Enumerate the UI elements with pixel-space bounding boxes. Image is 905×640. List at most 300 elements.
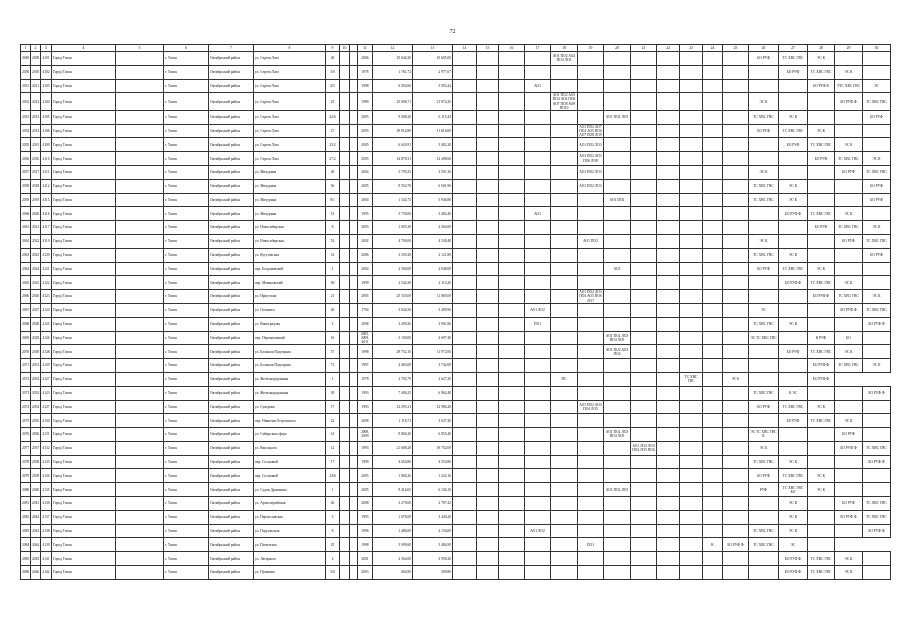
table-cell: АО1 ПО2 АО3 ПО4 ЛО5	[578, 400, 604, 414]
table-cell: АО1 ПО2 АО7 ПО4 АО5 ПО6 АО7 ПО8 ЛО9	[579, 124, 602, 137]
table-cell	[578, 317, 604, 331]
table-cell: 3/6	[326, 566, 340, 580]
column-number: 3	[41, 45, 52, 52]
column-number: 8	[254, 45, 326, 52]
table-cell	[340, 65, 350, 79]
column-number: 29	[835, 45, 863, 52]
table-cell	[631, 165, 657, 179]
table-cell	[680, 165, 703, 179]
table-cell	[723, 303, 749, 317]
table-cell	[525, 179, 551, 193]
table-cell	[477, 93, 499, 110]
table-cell: ТС ХВС ГВС	[808, 276, 835, 290]
table-cell: Город Томск	[52, 441, 116, 455]
column-number	[350, 45, 358, 52]
table-cell	[551, 483, 578, 497]
table-cell: 2081	[21, 497, 31, 511]
table-cell: Октябрьский район	[209, 110, 254, 124]
table-cell	[116, 483, 164, 497]
table-cell	[340, 276, 350, 290]
table-cell: Город Томск	[52, 414, 116, 428]
table-cell: г. Томск	[164, 193, 209, 207]
table-cell	[680, 221, 703, 235]
table-cell: 2069	[21, 331, 31, 345]
table-cell: БО РУФ	[808, 152, 835, 166]
table-cell	[453, 193, 477, 207]
table-cell: 4 697,40	[413, 331, 453, 345]
table-cell: ЭС ТС ХВС ГВС	[749, 331, 779, 345]
table-cell	[657, 441, 680, 455]
table-cell: 2055	[21, 138, 31, 152]
table-cell: АО1 ПО2 ЛО3	[578, 138, 604, 152]
table-cell	[703, 138, 723, 152]
table-cell	[477, 400, 499, 414]
table-cell	[835, 179, 863, 193]
table-cell: 2067	[21, 303, 31, 317]
table-cell	[604, 317, 631, 331]
table-cell: 2057	[21, 165, 31, 179]
table-cell: 2008, 2009	[358, 428, 373, 442]
table-cell	[340, 538, 350, 552]
table-cell	[723, 331, 749, 345]
table-cell	[116, 276, 164, 290]
table-cell	[657, 455, 680, 469]
table-cell: 1999	[358, 276, 373, 290]
table-cell	[499, 455, 525, 469]
table-cell	[723, 124, 749, 138]
table-cell	[631, 510, 657, 524]
table-cell	[340, 124, 350, 138]
table-cell	[116, 138, 164, 152]
table-cell: г. Томск	[164, 510, 209, 524]
table-cell: 7 406,25	[373, 386, 413, 400]
table-row	[21, 234, 891, 248]
table-cell	[749, 414, 779, 428]
table-cell	[749, 207, 779, 221]
table-cell	[477, 469, 499, 483]
table-cell: 4 353,80	[413, 455, 453, 469]
table-cell	[657, 566, 680, 580]
table-cell	[350, 65, 358, 79]
table-cell	[551, 566, 578, 580]
table-cell	[499, 524, 525, 538]
table-cell: 1989	[358, 93, 373, 110]
table-cell: 2008	[358, 317, 373, 331]
table-cell	[604, 566, 631, 580]
table-cell	[657, 386, 680, 400]
table-cell	[680, 510, 703, 524]
table-row	[21, 152, 891, 166]
table-cell	[477, 317, 499, 331]
table-cell	[631, 359, 657, 373]
table-cell: Город Томск	[52, 152, 116, 166]
table-row	[21, 359, 891, 373]
table-cell	[525, 52, 551, 66]
table-cell	[808, 165, 835, 179]
table-cell: 4127	[41, 372, 52, 386]
table-cell: 2 048,00	[413, 262, 453, 276]
table-cell: БО РУФ	[779, 414, 808, 428]
table-cell	[499, 400, 525, 414]
table-cell: 4105	[41, 110, 52, 124]
table-cell	[703, 345, 723, 359]
table-cell: ул. Пятилетки	[254, 538, 326, 552]
table-cell: 16/	[326, 276, 340, 290]
table-cell: ул. Сергея Лазо	[254, 110, 326, 124]
table-cell	[604, 234, 631, 248]
table-cell: БО РУФ	[863, 193, 891, 207]
table-cell: ул. Сергея Лазо	[254, 152, 326, 166]
table-cell: БО РУФ Ф	[779, 207, 808, 221]
table-cell: Октябрьский район	[209, 414, 254, 428]
table-row	[21, 386, 891, 400]
table-cell	[723, 524, 749, 538]
table-cell	[453, 497, 477, 511]
table-cell	[525, 566, 551, 580]
table-cell	[631, 400, 657, 414]
table-cell	[723, 359, 749, 373]
table-cell: ЭС К	[808, 262, 835, 276]
table-cell	[551, 179, 578, 193]
table-cell: Октябрьский район	[209, 207, 254, 221]
table-cell: 17	[326, 455, 340, 469]
table-cell	[477, 524, 499, 538]
table-cell: ЭС К	[779, 510, 808, 524]
table-cell: АО1 ПО2 АО3 ПО4 АО2 ПО6 АО7 ПО8 АО9 ПО10	[551, 93, 578, 110]
table-cell	[340, 152, 350, 166]
column-number: 4	[52, 45, 116, 52]
table-cell: г. Томск	[164, 566, 209, 580]
table-cell	[808, 110, 835, 124]
table-cell: 4129	[41, 359, 52, 373]
table-cell: ЭС К	[835, 552, 863, 566]
table-cell	[116, 552, 164, 566]
table-cell	[779, 331, 808, 345]
table-cell: 4141	[41, 552, 52, 566]
table-cell	[808, 193, 835, 207]
table-cell: г. Томск	[164, 79, 209, 93]
table-cell	[477, 428, 499, 442]
table-cell	[340, 331, 350, 345]
table-cell	[680, 345, 703, 359]
table-cell: АО1 ПО2 ЛО3	[604, 483, 631, 497]
table-cell	[604, 79, 631, 93]
table-cell	[863, 400, 891, 414]
table-cell: 4 654,80	[373, 455, 413, 469]
column-number: 5	[116, 45, 164, 52]
table-cell: пер. Сосновый	[254, 469, 326, 483]
table-cell: ТС ХВС ГВС	[863, 303, 891, 317]
table-cell	[477, 207, 499, 221]
table-cell: 2006	[358, 248, 373, 262]
table-cell: г. Томск	[164, 124, 209, 138]
table-cell: 3 484,40	[413, 207, 453, 221]
table-cell: 2037	[31, 441, 41, 455]
column-number: 25	[723, 45, 749, 52]
table-cell	[525, 276, 551, 290]
table-cell: 3 278,00	[373, 497, 413, 511]
table-cell: ул. Сергея Лазо	[254, 138, 326, 152]
table-cell: 2	[326, 552, 340, 566]
table-cell: 1998	[358, 345, 373, 359]
column-number: 13	[413, 45, 453, 52]
table-cell	[453, 303, 477, 317]
column-number: 16	[499, 45, 525, 52]
table-cell	[703, 179, 723, 193]
table-cell: ул. Виноградова	[254, 317, 326, 331]
table-cell	[703, 483, 723, 497]
table-cell	[703, 414, 723, 428]
table-cell	[578, 345, 604, 359]
table-row	[21, 510, 891, 524]
table-row	[21, 441, 891, 455]
table-cell	[340, 207, 350, 221]
table-cell	[631, 331, 657, 345]
table-cell	[703, 290, 723, 304]
table-cell	[631, 79, 657, 93]
table-row	[21, 497, 891, 511]
table-cell	[604, 372, 631, 386]
table-cell	[657, 248, 680, 262]
table-cell	[340, 483, 350, 497]
table-cell: К РУФ	[808, 331, 835, 345]
table-cell: АО1 ПО2 ЛО3	[604, 110, 631, 124]
table-cell	[680, 290, 703, 304]
table-cell: Октябрьский район	[209, 455, 254, 469]
table-cell: БО РУФ Ф	[835, 303, 863, 317]
table-cell	[350, 566, 358, 580]
table-cell: г. Томск	[164, 303, 209, 317]
table-cell	[863, 345, 891, 359]
table-cell	[703, 469, 723, 483]
table-cell	[350, 276, 358, 290]
table-cell: г. Томск	[164, 428, 209, 442]
table-cell: ул. Мичурина	[254, 179, 326, 193]
table-cell: 4112	[41, 179, 52, 193]
table-cell	[680, 414, 703, 428]
table-cell	[525, 345, 551, 359]
table-cell: Город Томск	[52, 138, 116, 152]
table-cell: ПО1	[525, 317, 551, 331]
table-row	[21, 566, 891, 580]
table-cell: Октябрьский район	[209, 65, 254, 79]
table-cell	[477, 138, 499, 152]
table-cell	[604, 248, 631, 262]
table-cell	[631, 386, 657, 400]
table-cell	[551, 303, 578, 317]
table-cell: АО1 ПО2 АО3 ПО6 ЛО8	[578, 152, 604, 166]
table-cell: ул. Большая Подгорная	[254, 359, 326, 373]
table-cell: Город Томск	[52, 317, 116, 331]
table-cell	[116, 359, 164, 373]
table-row	[21, 165, 891, 179]
table-cell	[703, 428, 723, 442]
table-cell	[631, 538, 657, 552]
table-cell	[835, 400, 863, 414]
table-cell	[680, 234, 703, 248]
table-cell	[340, 138, 350, 152]
table-cell	[116, 124, 164, 138]
table-cell	[657, 469, 680, 483]
table-cell	[835, 386, 863, 400]
column-number: 6	[164, 45, 209, 52]
table-cell: 1 761,72	[373, 65, 413, 79]
table-cell	[551, 65, 578, 79]
table-cell: 2065	[21, 276, 31, 290]
table-cell	[116, 65, 164, 79]
table-cell: ул. Суворова	[254, 400, 326, 414]
table-cell: 2025	[31, 276, 41, 290]
table-cell	[525, 455, 551, 469]
column-number: 24	[703, 45, 723, 52]
table-cell	[551, 552, 578, 566]
table-cell	[453, 221, 477, 235]
table-cell: Октябрьский район	[209, 138, 254, 152]
table-cell: БО РУФ	[779, 345, 808, 359]
table-cell	[551, 152, 578, 166]
table-row	[21, 428, 891, 442]
column-number: 21	[631, 45, 657, 52]
table-cell: 2031	[31, 359, 41, 373]
table-cell	[723, 179, 749, 193]
table-cell: Город Томск	[52, 52, 116, 66]
table-cell	[631, 303, 657, 317]
table-cell	[453, 455, 477, 469]
table-cell	[723, 552, 749, 566]
table-cell: 9 608,20	[373, 110, 413, 124]
table-cell: 2034	[31, 400, 41, 414]
table-cell	[340, 110, 350, 124]
table-cell	[808, 524, 835, 538]
table-cell	[631, 483, 657, 497]
table-cell	[680, 303, 703, 317]
table-cell: 2078	[21, 455, 31, 469]
table-cell	[779, 303, 808, 317]
table-row	[21, 552, 891, 566]
table-cell: 4125	[41, 317, 52, 331]
table-row	[21, 524, 891, 538]
table-cell	[525, 124, 551, 138]
table-cell: Город Томск	[52, 193, 116, 207]
table-cell: Город Томск	[52, 428, 116, 442]
table-cell: Город Томск	[52, 345, 116, 359]
table-cell	[499, 566, 525, 580]
table-cell	[703, 110, 723, 124]
table-cell	[723, 193, 749, 207]
table-cell: 2018	[31, 179, 41, 193]
table-cell: ЭС К	[749, 93, 779, 110]
table-cell	[578, 428, 604, 442]
table-cell: 4134	[41, 469, 52, 483]
table-cell	[723, 52, 749, 66]
table-cell: 26	[326, 303, 340, 317]
table-cell	[808, 441, 835, 455]
table-cell: г. Томск	[164, 414, 209, 428]
table-cell: ТС ХВС ГВС	[808, 65, 835, 79]
table-cell: 6 601,90	[413, 179, 453, 193]
table-cell: 14	[326, 428, 340, 442]
table-cell: 2085	[21, 552, 31, 566]
table-cell: 2019	[31, 193, 41, 207]
table-cell	[340, 414, 350, 428]
table-cell	[340, 400, 350, 414]
table-cell: 19 752,00	[413, 441, 453, 455]
table-cell: 4116	[41, 207, 52, 221]
table-cell	[657, 179, 680, 193]
table-cell: г. Томск	[164, 345, 209, 359]
table-cell: 2009	[31, 52, 41, 66]
table-cell	[703, 248, 723, 262]
table-cell	[680, 552, 703, 566]
table-cell	[578, 93, 604, 110]
table-cell: г. Томск	[164, 400, 209, 414]
table-cell: Октябрьский район	[209, 359, 254, 373]
table-cell: ЭС К	[863, 221, 891, 235]
table-cell	[703, 93, 723, 110]
table-cell	[499, 124, 525, 138]
table-cell	[680, 138, 703, 152]
table-cell: 1993	[358, 510, 373, 524]
table-cell	[525, 497, 551, 511]
table-cell: 12	[326, 441, 340, 455]
table-cell: ЭС К	[808, 400, 835, 414]
table-cell	[551, 317, 578, 331]
table-cell	[525, 193, 551, 207]
table-cell: 8/1	[326, 193, 340, 207]
column-number: 22	[657, 45, 680, 52]
table-cell: 46	[326, 165, 340, 179]
table-cell: Октябрьский район	[209, 345, 254, 359]
table-cell	[525, 483, 551, 497]
table-cell	[116, 262, 164, 276]
table-cell	[477, 455, 499, 469]
table-cell: г. Томск	[164, 359, 209, 373]
table-cell: 1	[326, 483, 340, 497]
table-cell: ул. Сергея Лазо	[254, 52, 326, 66]
table-cell	[499, 193, 525, 207]
table-cell: 5 082,20	[413, 138, 453, 152]
table-cell: 2011	[31, 79, 41, 93]
table-cell	[477, 483, 499, 497]
table-cell: 2045	[31, 552, 41, 566]
table-cell: 2027	[31, 303, 41, 317]
table-cell	[835, 262, 863, 276]
table-cell	[749, 290, 779, 304]
table-cell	[551, 455, 578, 469]
table-cell: 2040	[31, 483, 41, 497]
table-cell: г. Томск	[164, 138, 209, 152]
table-cell: 22	[326, 414, 340, 428]
table-cell	[604, 510, 631, 524]
table-cell: К	[703, 538, 723, 552]
table-cell	[578, 441, 604, 455]
register-table	[20, 44, 891, 580]
table-row	[21, 317, 891, 331]
table-cell: г. Томск	[164, 386, 209, 400]
table-cell	[631, 455, 657, 469]
table-cell	[551, 234, 578, 248]
table-cell	[703, 207, 723, 221]
table-cell: Октябрьский район	[209, 441, 254, 455]
table-cell	[525, 510, 551, 524]
table-cell: 4138	[41, 524, 52, 538]
table-cell	[477, 221, 499, 235]
table-cell	[749, 65, 779, 79]
table-cell	[453, 79, 477, 93]
table-cell: пер. Сосновый	[254, 455, 326, 469]
table-cell: 2014	[31, 124, 41, 138]
table-cell: ТС ХВС ГВС	[779, 400, 808, 414]
